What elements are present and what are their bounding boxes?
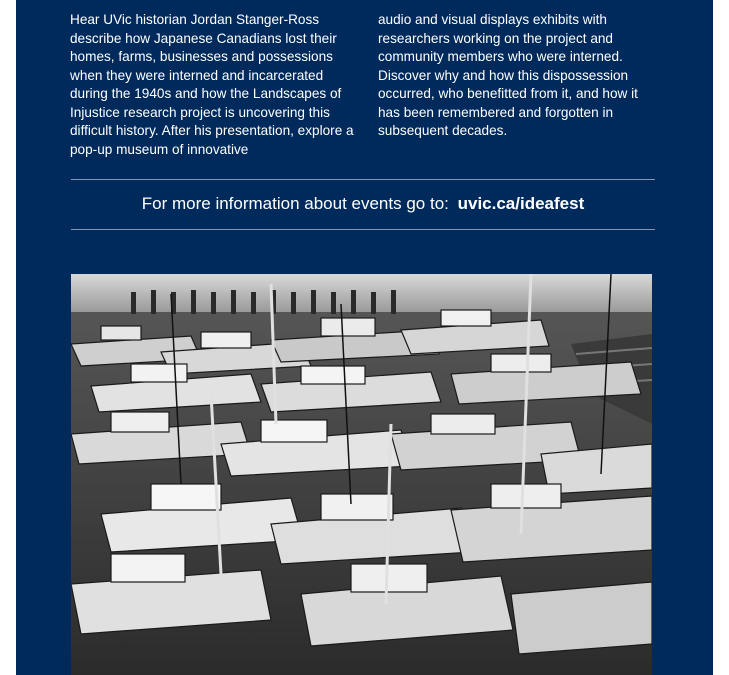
event-description-left: Hear UVic historian Jordan Stanger-Ross describe how Japanese Canadians lost their homes, farms, businesses and possessions when they were interned and incarcerated during the 1940s and how the Landscapes of Injustice research project is uncovering this difficult history. After his presentation, explore a pop-up museum of innovative — [70, 12, 354, 157]
divider-top — [71, 179, 655, 180]
fishing-boats-photo — [71, 274, 652, 675]
more-info-label: For more information about events go to: — [141, 194, 449, 213]
ideafest-link[interactable]: uvic.ca/ideafest — [457, 194, 585, 213]
event-panel — [16, 0, 713, 675]
event-description-right: audio and visual displays exhibits with researchers working on the project and community members who were interned. Discover why and how this dispossession occurred, who benefitted from it, and how it has been remembered and forgotten in subsequent decades. — [378, 12, 638, 138]
divider-bottom — [71, 229, 655, 230]
description-column-left — [70, 11, 360, 159]
fishing-boats-photo-illustration — [71, 274, 652, 675]
more-info-line — [71, 193, 655, 215]
description-column-right — [378, 11, 663, 141]
